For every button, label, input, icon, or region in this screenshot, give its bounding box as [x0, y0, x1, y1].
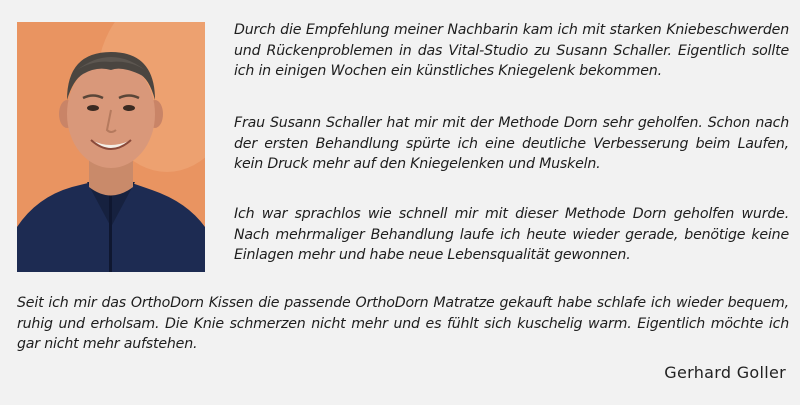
portrait-photo — [17, 22, 205, 272]
testimonial-paragraph-4: Seit ich mir das OrthoDorn Kissen die passende OrthoDorn Matratze gekauft habe schlafe ich wieder bequem, ruhig und erholsam. Die Knie schmerzen nicht mehr und es fühlt sich kuschelig warm. Eigentlich möchte ich gar nicht mehr aufstehen. — [17, 295, 789, 352]
author-name: Gerhard Goller — [664, 363, 786, 382]
testimonial-paragraph-2: Frau Susann Schaller hat mir mit der Methode Dorn sehr geholfen. Schon nach der ersten Behandlung spürte ich eine deutliche Verbesserung beim Laufen, kein Druck mehr auf den Kniegelenken und Muskeln. — [234, 115, 789, 172]
testimonial-paragraph-1: Durch die Empfehlung meiner Nachbarin kam ich mit starken Kniebeschwerden und Rückenproblemen in das Vital-Studio zu Susann Schaller. Eigentlich sollte ich in einigen Wochen ein künstliches Kniegelenk bekommen. — [234, 22, 789, 79]
testimonial-paragraph-3: Ich war sprachlos wie schnell mir mit dieser Methode Dorn geholfen wurde. Nach mehrmaliger Behandlung laufe ich heute wieder gerade, benötige keine Einlagen mehr und habe neue Lebensqualität gewonnen. — [234, 206, 789, 263]
